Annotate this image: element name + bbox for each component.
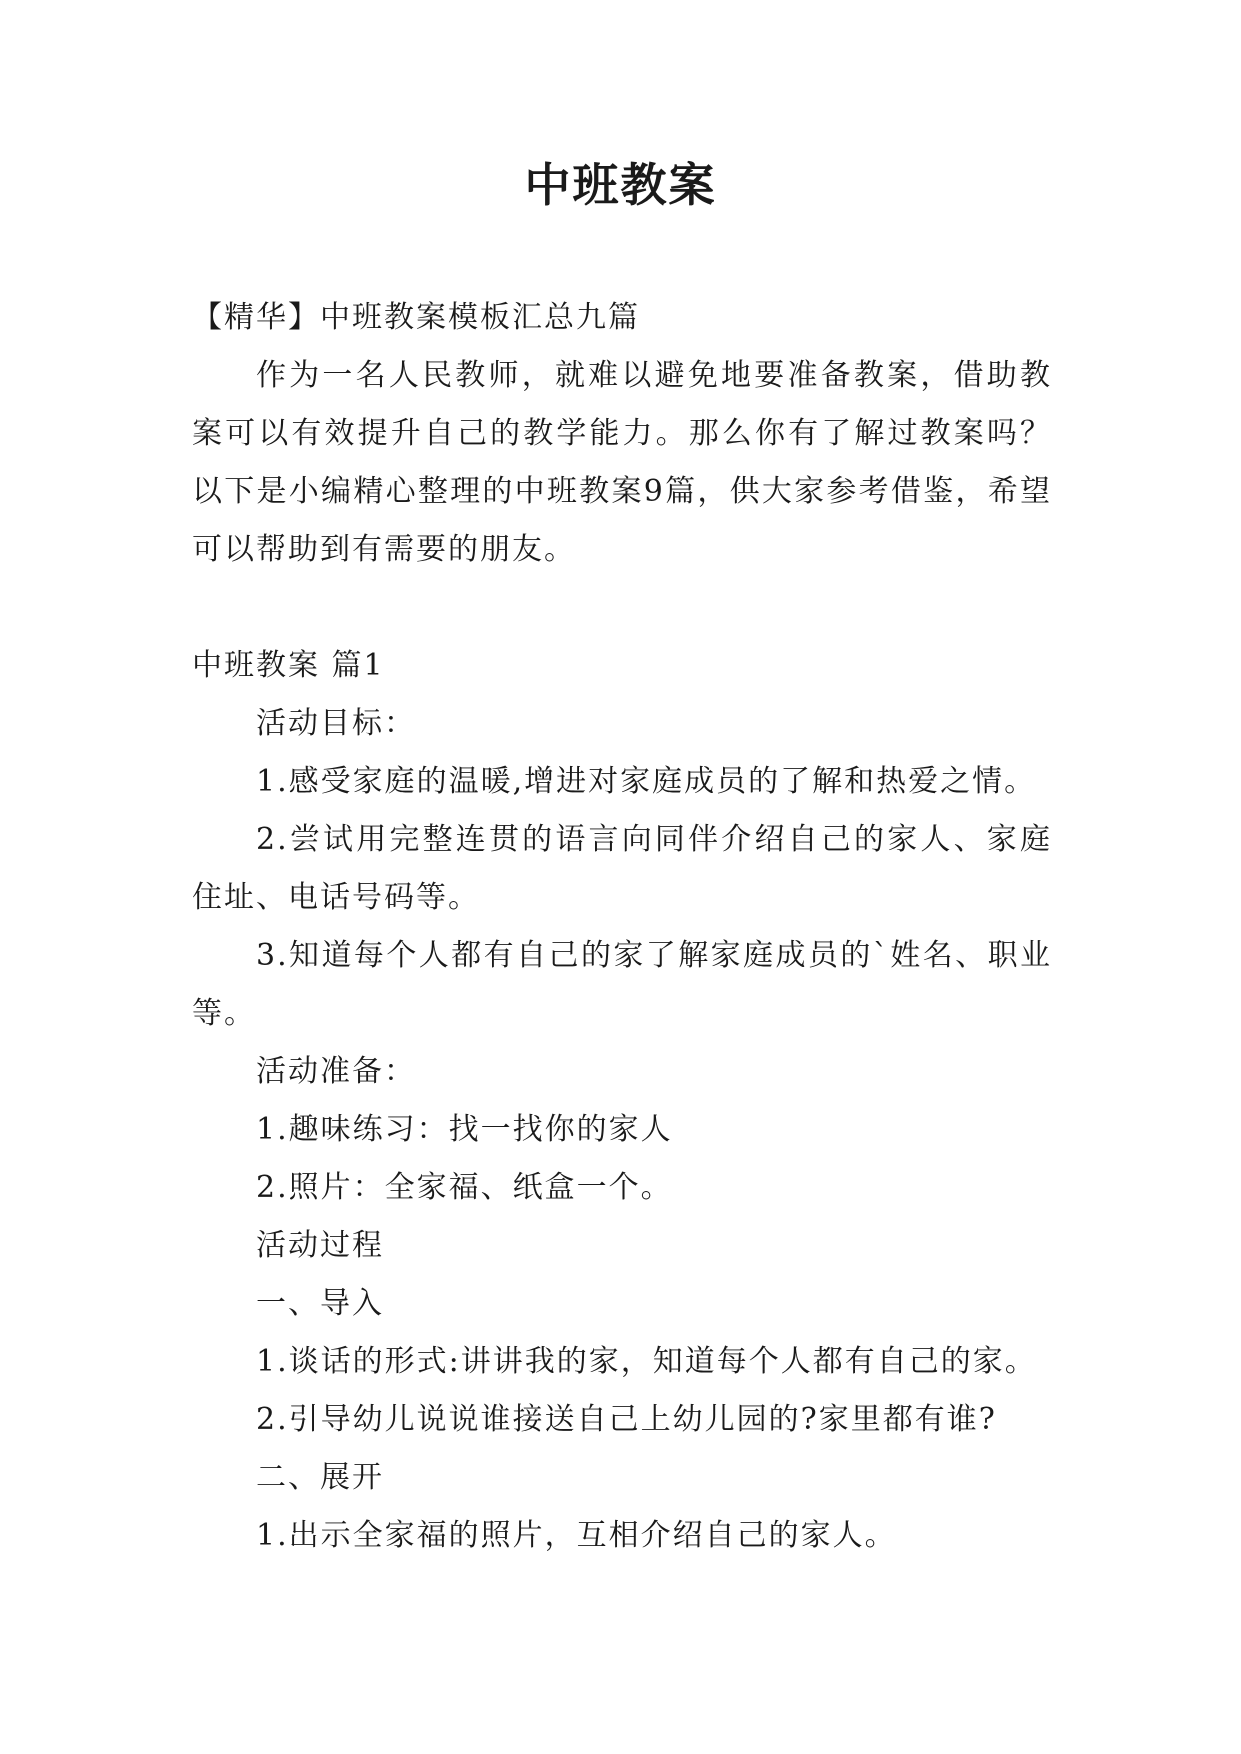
paragraph-line: 1.趣味练习：找一找你的家人: [256, 1112, 673, 1147]
document-body: [192, 289, 1052, 1565]
paragraph-line: 2.引导幼儿说说谁接送自己上幼儿园的?家里都有谁?: [256, 1402, 997, 1437]
paragraph-line: 3.知道每个人都有自己的家了解家庭成员的`姓名、职业等。: [192, 938, 1052, 1031]
paragraph-gap: [192, 579, 1052, 637]
paragraph-line: 二、展开: [256, 1460, 384, 1495]
document-subtitle: 【精华】中班教案模板汇总九篇: [192, 300, 640, 335]
paragraph-line: 一、导入: [256, 1286, 384, 1321]
paragraph-line: 1.感受家庭的温暖,增进对家庭成员的了解和热爱之情。: [256, 764, 1037, 799]
intro-paragraph: 作为一名人民教师，就难以避免地要准备教案，借助教案可以有效提升自己的教学能力。那么你有了解过教案吗？以下是小编精心整理的中班教案9篇，供大家参考借鉴，希望可以帮助到有需要的朋友。: [192, 358, 1052, 567]
paragraph-line: 1.出示全家福的照片，互相介绍自己的家人。: [256, 1518, 897, 1553]
section-heading: 中班教案 篇1: [192, 648, 385, 683]
paragraph-line: 2.尝试用完整连贯的语言向同伴介绍自己的家人、家庭住址、电话号码等。: [192, 822, 1052, 915]
paragraph-line: 活动过程: [256, 1228, 384, 1263]
document-title: 中班教案: [524, 158, 717, 212]
paragraph-line: 活动目标：: [256, 706, 416, 741]
paragraph-line: 1.谈话的形式:讲讲我的家，知道每个人都有自己的家。: [256, 1344, 1037, 1379]
paragraph-line: 2.照片：全家福、纸盒一个。: [256, 1170, 673, 1205]
paragraph-line: 活动准备：: [256, 1054, 416, 1089]
